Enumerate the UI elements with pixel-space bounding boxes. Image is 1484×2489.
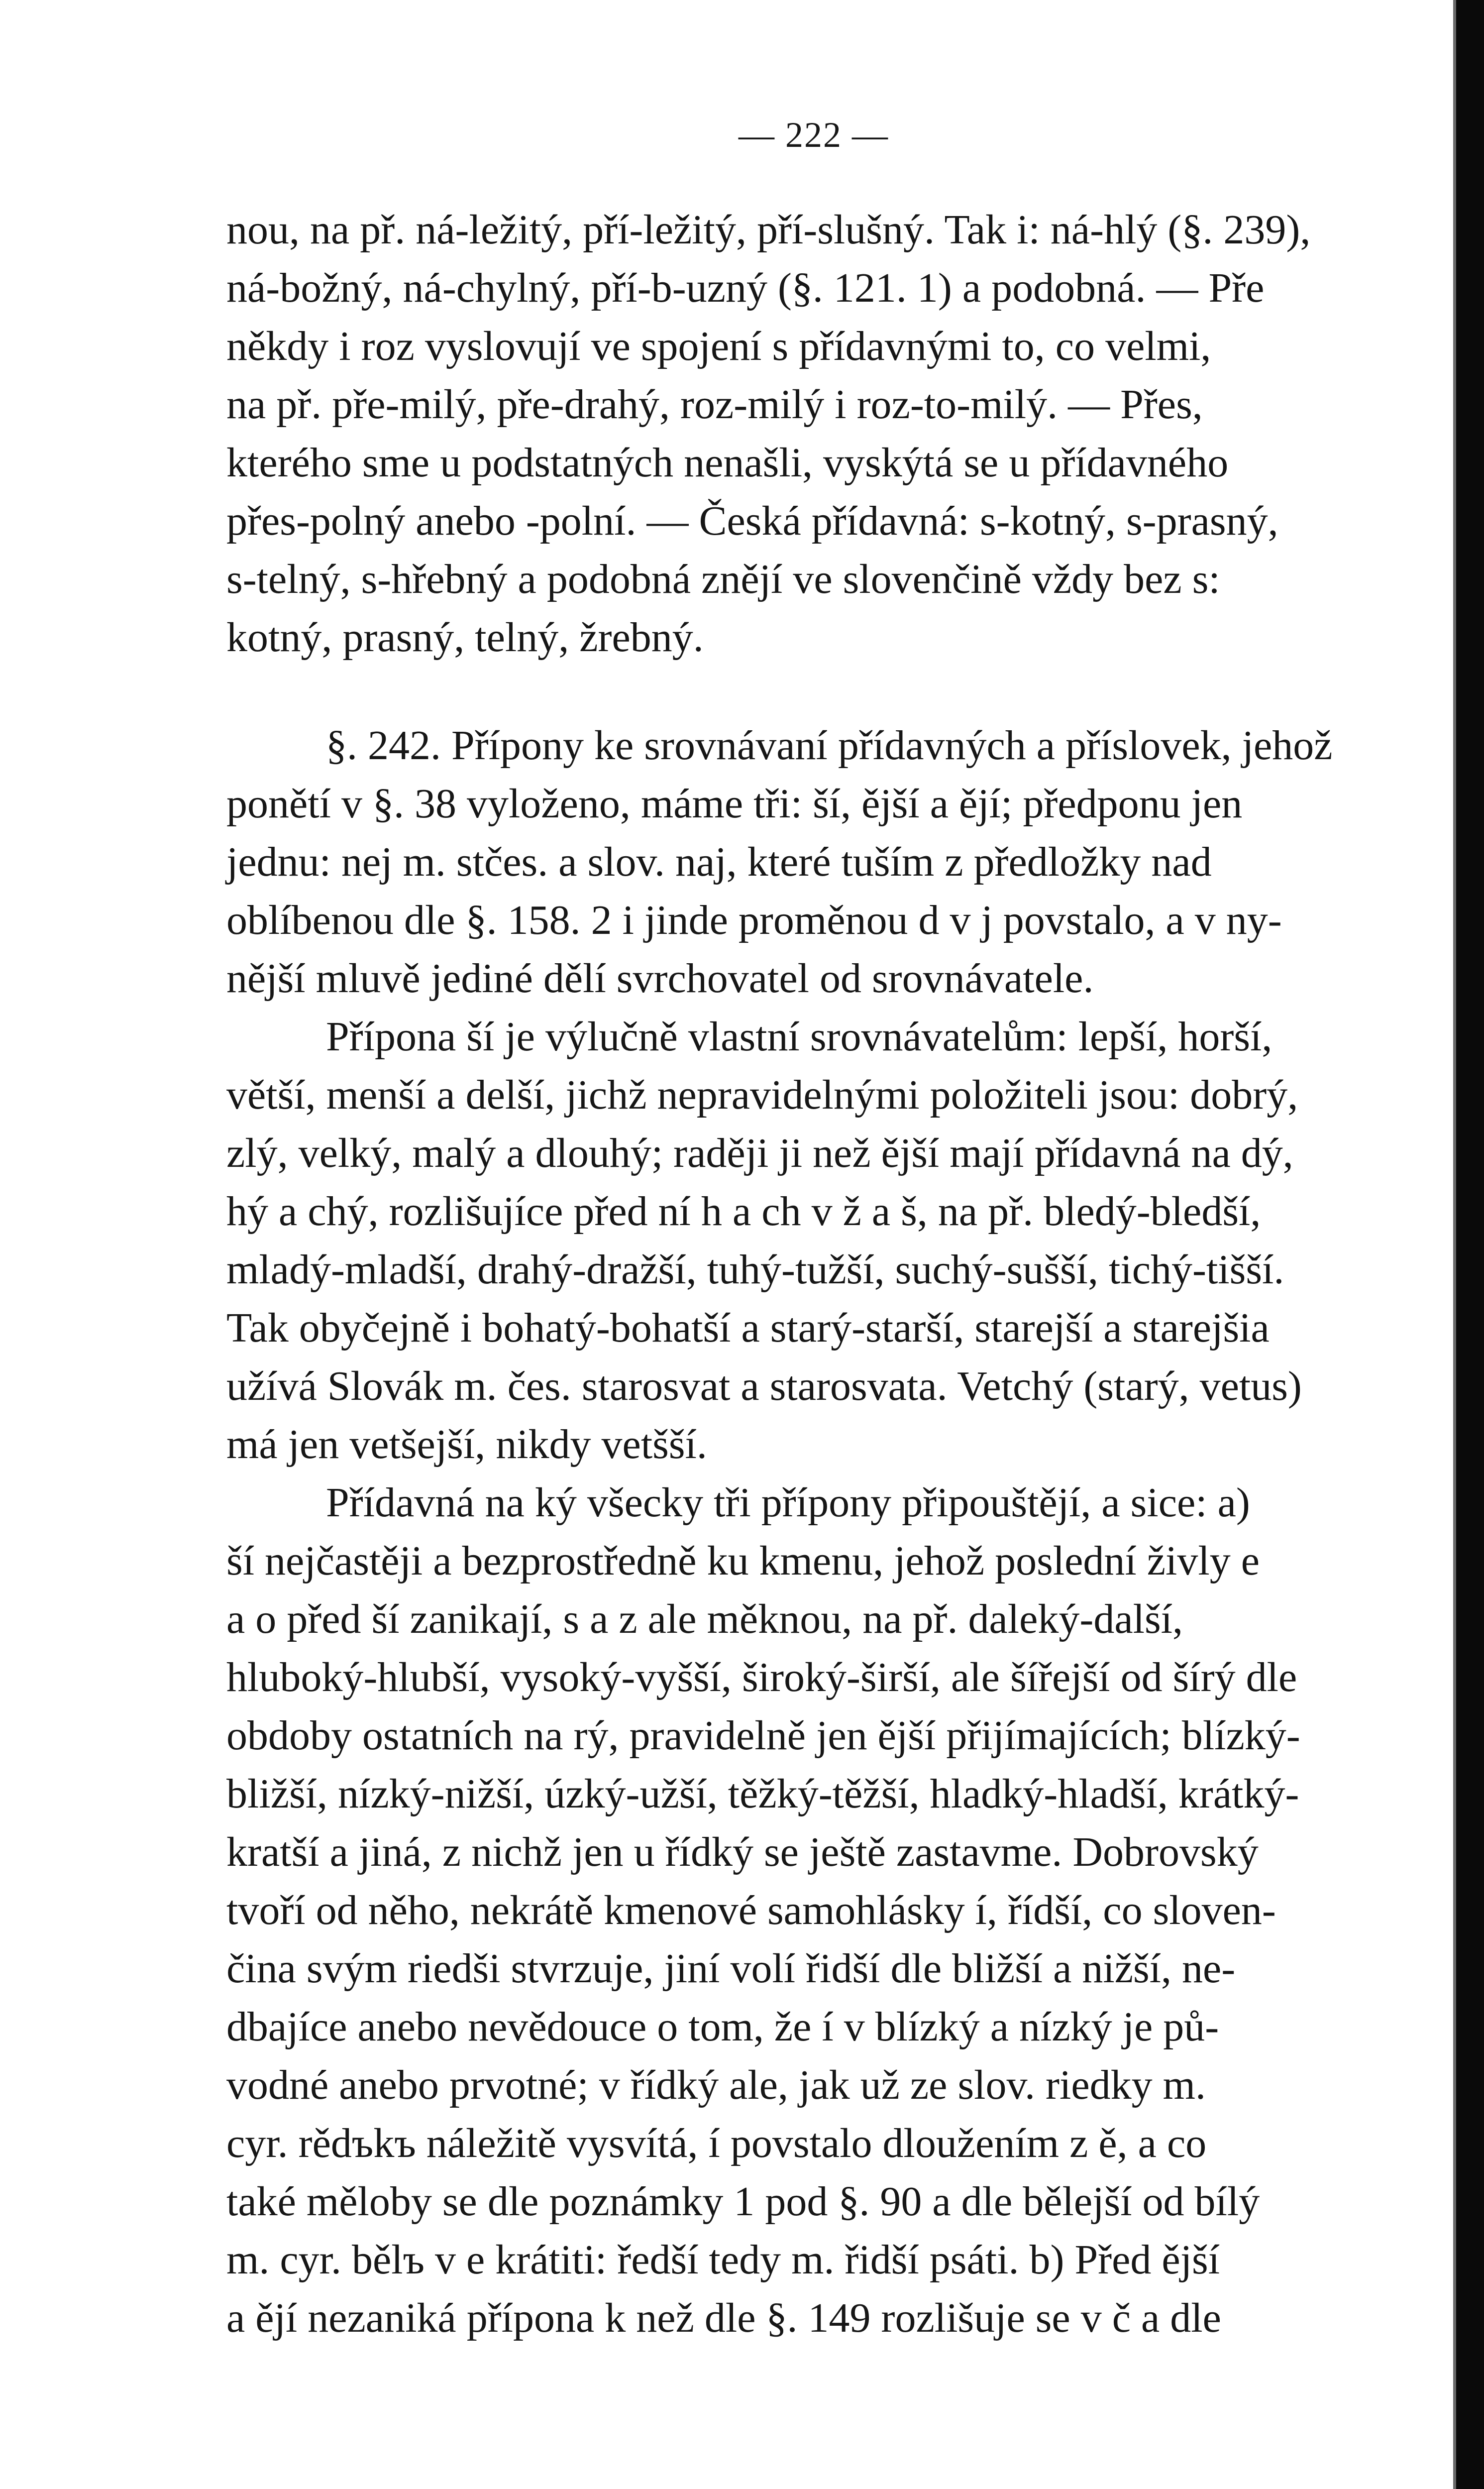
text-line: užívá Slovák m. čes. starosvat a starosvata. Vetchý (starý, vetus)	[226, 1363, 1302, 1409]
text-line: dbajíce anebo nevědouce o tom, že í v blízký a nízký je pů-	[226, 2004, 1219, 2050]
text-line: m. cyr. bělъ v e krátiti: ředší tedy m. řidší psáti. b) Před ější	[226, 2237, 1220, 2283]
text-line: někdy i roz vyslovují ve spojení s přídavnými to, co velmi,	[226, 323, 1211, 369]
text-line: cyr. rědъkъ náležitě vysvítá, í povstalo dloužením z ě, a co	[226, 2120, 1207, 2166]
text-line: a ějí nezaniká přípona k než dle §. 149 rozlišuje se v č a dle	[226, 2295, 1221, 2341]
text-line: s-telný, s-hřebný a podobná znějí ve slovenčině vždy bez s:	[226, 556, 1220, 602]
text-line: hý a chý, rozlišujíce před ní h a ch v ž a š, na př. bledý-bledší,	[226, 1188, 1261, 1235]
text-line: ší nejčastěji a bezprostředně ku kmenu, jehož poslední živly e	[226, 1538, 1260, 1584]
text-line: větší, menší a delší, jichž nepravidelnými položiteli jsou: dobrý,	[226, 1072, 1298, 1118]
text-line: §. 242. Přípony ke srovnávaní přídavných a příslovek, jehož	[326, 722, 1333, 769]
text-line: také měloby se dle poznámky 1 pod §. 90 a dle bělejší od bílý	[226, 2178, 1260, 2225]
text-line: hluboký-hlubší, vysoký-vyšší, široký-širší, ale šířejší od šírý dle	[226, 1654, 1297, 1700]
text-line: na př. pře-milý, pře-drahý, roz-milý i roz-to-milý. — Přes,	[226, 381, 1203, 428]
text-line: ponětí v §. 38 vyloženo, máme tři: ší, ější a ějí; předponu jen	[226, 781, 1243, 827]
paragraph-continuation	[226, 201, 1431, 667]
text-line: čina svým riedši stvrzuje, jiní volí řidší dle bližší a nižší, ne-	[226, 1945, 1236, 1992]
text-line: vodné anebo prvotné; v řídký ale, jak už ze slov. riedky m.	[226, 2062, 1206, 2108]
text-line: má jen vetšejší, nikdy vetšší.	[226, 1421, 707, 1468]
text-line: Tak obyčejně i bohatý-bohatší a starý-starší, starejší a starejšia	[226, 1305, 1270, 1351]
text-line: nou, na př. ná-ležitý, pří-ležitý, pří-slušný. Tak i: ná-hlý (§. 239),	[226, 207, 1311, 253]
text-line: kterého sme u podstatných nenašli, vyskýtá se u přídavného	[226, 440, 1229, 486]
text-line: ná-božný, ná-chylný, pří-b-uzný (§. 121. 1) a podobná. — Pře	[226, 265, 1265, 311]
text-line: bližší, nízký-nižší, úzký-užší, těžký-těžší, hladký-hladší, krátký-	[226, 1771, 1299, 1817]
text-line: přes-polný anebo -polní. — Česká přídavná: s-kotný, s-prasný,	[226, 498, 1278, 544]
text-line: a o před ší zanikají, s a z ale měknou, na př. daleký-další,	[226, 1596, 1183, 1642]
text-line: kotný, prasný, telný, žrebný.	[226, 614, 704, 661]
text-line: mladý-mladší, drahý-dražší, tuhý-tužší, suchý-sušší, tichý-tišší.	[226, 1246, 1284, 1293]
text-line: kratší a jiná, z nichž jen u řídký se ještě zastavme. Dobrovský	[226, 1829, 1259, 1875]
text-line: Přídavná na ký všecky tři přípony připouštějí, a sice: a)	[326, 1479, 1250, 1526]
text-line: obdoby ostatních na rý, pravidelně jen ější přijímajících; blízký-	[226, 1712, 1300, 1759]
text-line: jednu: nej m. stčes. a slov. naj, které tuším z předložky nad	[226, 839, 1212, 885]
paragraph-pridavna-na-ky	[226, 1473, 1431, 2347]
book-page	[226, 114, 1431, 2347]
text-line: zlý, velký, malý a dlouhý; raději ji než ější mají přídavná na dý,	[226, 1130, 1293, 1176]
text-line: tvoří od něho, nekrátě kmenové samohlásky í, řídší, co sloven-	[226, 1887, 1276, 1933]
paragraph-gap	[226, 667, 1431, 716]
page-number: — 222 —	[739, 115, 889, 155]
scan-edge	[1456, 0, 1484, 2489]
text-line: nější mluvě jediné dělí svrchovatel od srovnávatele.	[226, 955, 1094, 1002]
text-line: oblíbenou dle §. 158. 2 i jinde proměnou d v j povstalo, a v ny-	[226, 897, 1282, 943]
text-line: Přípona ší je výlučně vlastní srovnávatelům: lepší, horší,	[326, 1014, 1272, 1060]
paragraph-section-242	[226, 716, 1431, 1008]
paragraph-pripona-si	[226, 1008, 1431, 1473]
